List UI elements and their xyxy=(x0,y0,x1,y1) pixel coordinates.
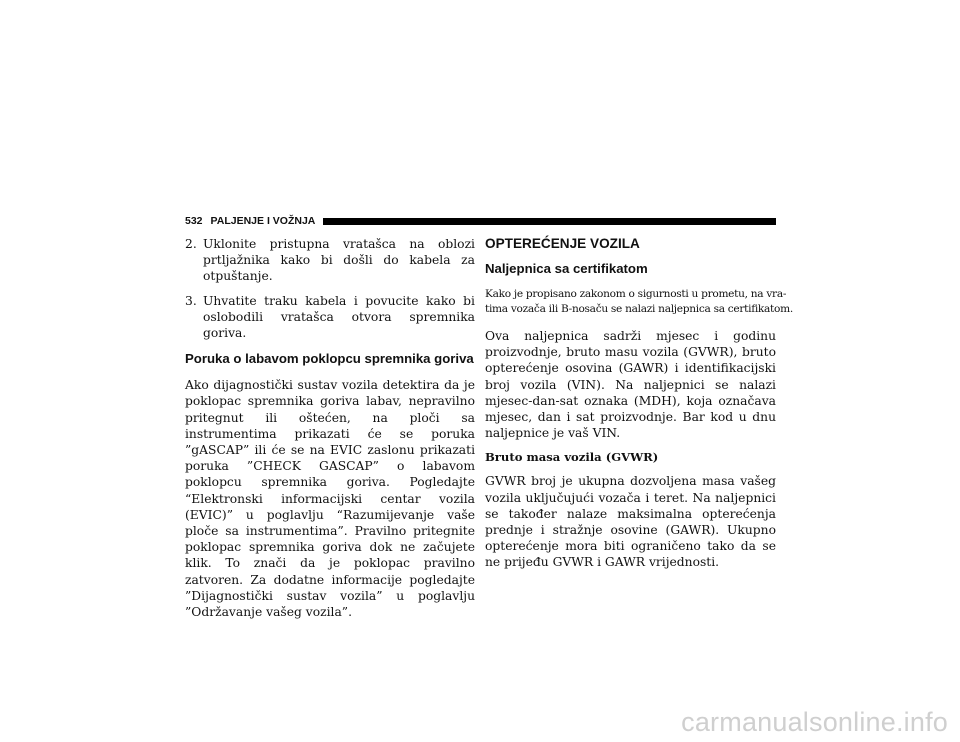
body-paragraph-1: Ova naljepnica sadrži mjesec i godinu proizvodnje, bruto masu vozila (GVWR), bruto opterećenje osovina (GAWR) i identifikacijski broj vozila (VIN). Na naljepnici se nalazi mjesec-dan-sat oznaka (MDH), koja označava mjesec, dan i sat proizvodnje. Bar kod u dnu naljepnice je vaš VIN. xyxy=(485,329,776,441)
step-2 xyxy=(185,236,475,285)
note-line-1: Kako je propisano zakonom o sigurnosti u prometu, na vra- xyxy=(485,288,787,300)
right-column xyxy=(485,236,793,571)
section-heading: Poruka o labavom poklopcu spremnika goriva xyxy=(185,351,474,367)
page-header xyxy=(185,214,776,228)
note-line-2: tima vozača ili B-nosaču se nalazi naljepnica sa certifikatom. xyxy=(485,303,793,315)
step-text: Uklonite pristupna vratašca na oblozi prtljažnika kako bi došli do kabela za otpuštanje. xyxy=(203,237,475,284)
body-paragraph: Ako dijagnostički sustav vozila detektira da je poklopac spremnika goriva labav, nepravilno pritegnut ili oštećen, na ploči sa instrumentima prikazati će se poruka ”gASCAP” ili će se na EVIC zaslonu prikazati poruka ”CHECK GASCAP” o labavom poklopcu spremnika goriva. Pogledajte “Elektronski informacijski centar vozila (EVIC)” u poglavlju “Razumijevanje vaše ploče sa instrumentima”. Pravilno pritegnite poklopac spremnika goriva dok ne začujete klik. To znači da je poklopac pravilno zatvoren. Za dodatne informacije pogledajte ”Dijagnostički sustav vozila” u poglavlju ”Održavanje vašeg vozila”. xyxy=(185,378,475,620)
step-text: Uhvatite traku kabela i povucite kako bi oslobodili vratašca otvora spremnika goriva. xyxy=(203,293,475,341)
watermark: carmanualsonline.info xyxy=(681,707,948,737)
step-number: 3. xyxy=(185,293,197,308)
step-3 xyxy=(185,293,475,342)
section-title: PALJENJE I VOŽNJA xyxy=(210,215,316,227)
main-title: OPTEREĆENJE VOZILA xyxy=(485,236,640,251)
step-number: 2. xyxy=(185,237,197,251)
body-paragraph-2: GVWR broj je ukupna dozvoljena masa vašeg vozila uključujući vozača i teret. Na naljepnici se također nalaze maksimalna opterećenja prednje i stražnje osovine (GAWR). Ukupno opterećenje mora biti ograničeno tako da se ne prijeđu GVWR i GAWR vrijednosti. xyxy=(485,474,776,570)
left-column xyxy=(185,236,475,620)
header-rule xyxy=(323,218,776,225)
page-number: 532 xyxy=(185,215,203,227)
bold-subheading: Bruto masa vozila (GVWR) xyxy=(485,450,659,465)
subheading: Naljepnica sa certifikatom xyxy=(485,261,648,276)
